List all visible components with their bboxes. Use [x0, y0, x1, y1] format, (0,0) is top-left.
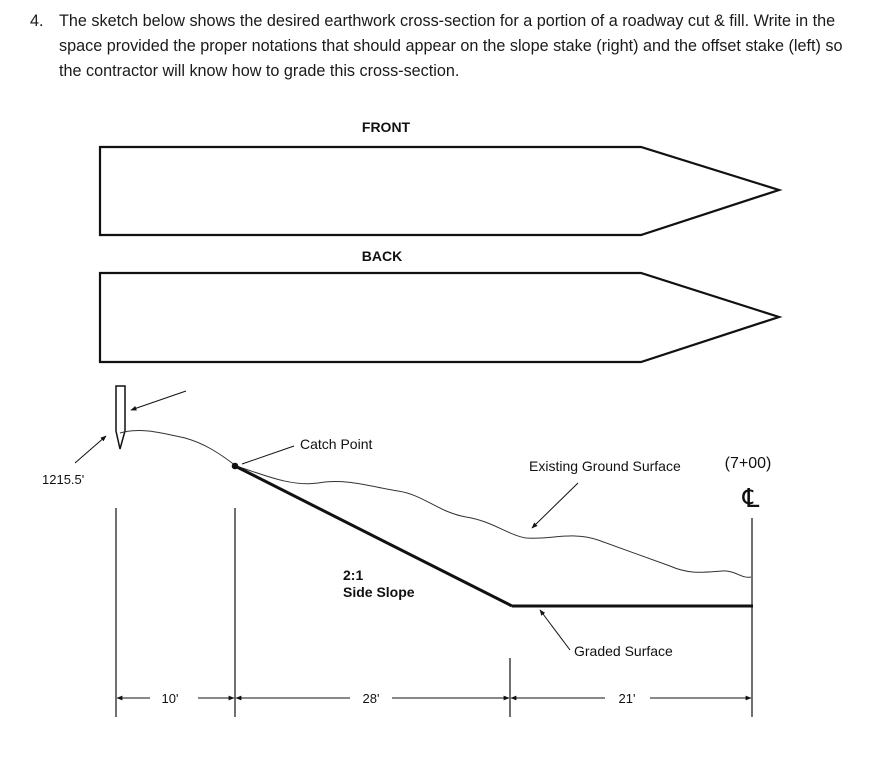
- catch-point-label: Catch Point: [300, 436, 373, 452]
- front-label: FRONT: [361, 119, 411, 135]
- side-slope-label: Side Slope: [343, 584, 415, 600]
- dim-label-28: 28': [362, 691, 380, 706]
- existing-ground-arrow: [532, 483, 578, 528]
- graded-surface-arrow: [540, 610, 570, 650]
- offset-stake-icon: [116, 386, 125, 449]
- dim-label-21: 21': [618, 691, 636, 706]
- question-number: 4.: [30, 12, 44, 30]
- back-stake-field[interactable]: [100, 273, 779, 362]
- centerline-icon: ℄: [742, 483, 760, 513]
- station-label: (7+00): [724, 455, 772, 472]
- back-label: BACK: [361, 248, 403, 264]
- catch-point-leader: [242, 446, 294, 464]
- existing-ground-label: Existing Ground Surface: [529, 458, 681, 474]
- question-text: The sketch below shows the desired earthwork cross-section for a portion of a roadway cut & fill. Write in the space provided the proper notations that should appear on the slope stake (right) and the offset stake (left) so the contractor will know how to grade this cross-section.: [59, 12, 843, 80]
- elevation-label: 1215.5': [42, 472, 85, 487]
- elevation-pointer-arrow: [75, 436, 106, 463]
- existing-ground-line: [120, 430, 751, 577]
- graded-surface-label: Graded Surface: [574, 643, 673, 659]
- dim-label-10: 10': [161, 691, 179, 706]
- slope-ratio-label: 2:1: [343, 567, 364, 583]
- stake-pointer-arrow: [131, 391, 186, 410]
- front-stake-field[interactable]: [100, 147, 779, 235]
